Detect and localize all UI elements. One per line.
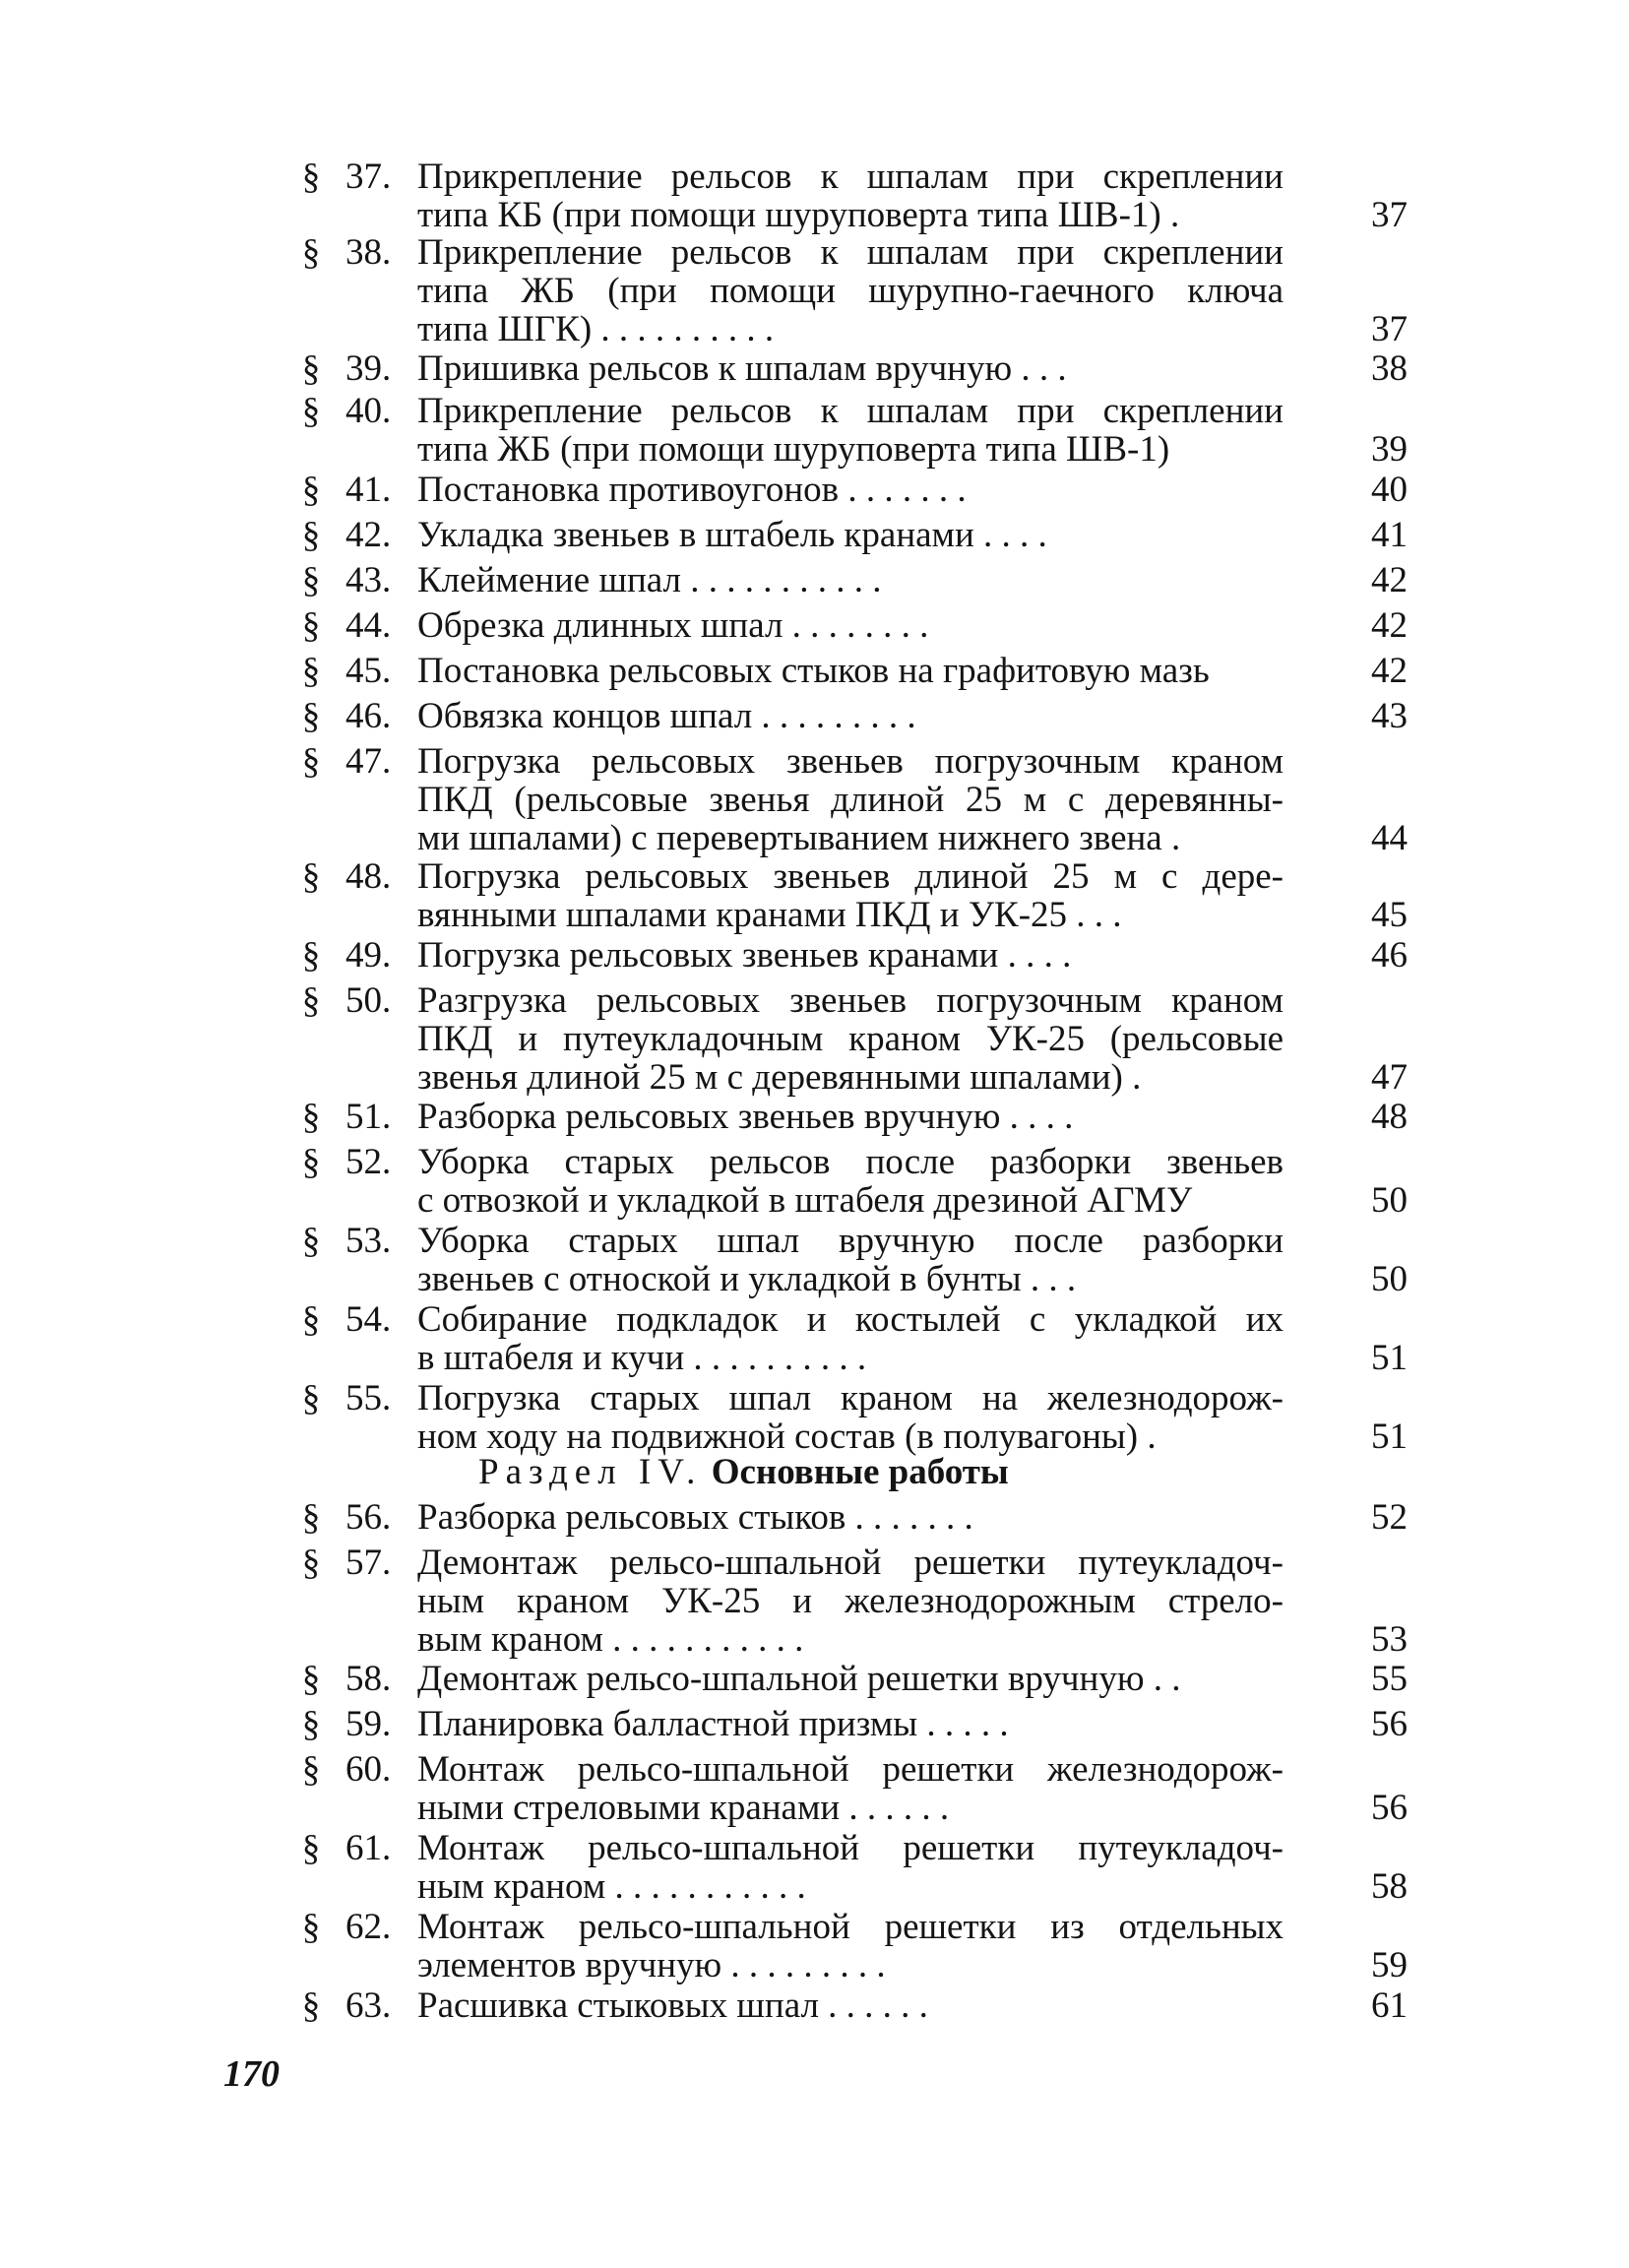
entry-title xyxy=(417,1498,1284,1537)
entry-title xyxy=(417,471,1284,509)
entry-title-line: Погрузка рельсовых звеньев кранами . . . . xyxy=(417,936,1072,975)
entry-page-number: 39 xyxy=(1371,429,1408,470)
entry-page-number: 51 xyxy=(1371,1417,1408,1457)
entry-title-line: ном ходу на подвижной состав (в полувагоны) . xyxy=(417,1418,1157,1456)
entry-title-line: Погрузка рельсовых звеньев погрузочным краном xyxy=(417,742,1284,781)
entry-title-line: Уборка старых шпал вручную после разборки xyxy=(417,1222,1284,1260)
entry-title xyxy=(417,1986,1284,2025)
entry-title-line: элементов вручную . . . . . . . . . xyxy=(417,1946,886,1984)
entry-title xyxy=(417,606,1284,645)
entry-page-number: 61 xyxy=(1371,1985,1408,2026)
entry-page-number: 43 xyxy=(1371,696,1408,736)
entry-title-line: Погрузка рельсовых звеньев длиной 25 м с дере- xyxy=(417,857,1284,896)
entry-title xyxy=(417,1829,1284,1906)
entry-page-number: 37 xyxy=(1371,309,1408,349)
entry-title xyxy=(417,1098,1284,1136)
entry-number: 44. xyxy=(345,605,392,646)
section-sign: § xyxy=(301,1985,321,2026)
section-title: Основные работы xyxy=(711,1452,1009,1492)
entry-number: 43. xyxy=(345,560,392,600)
entry-title-line: типа ШГК) . . . . . . . . . . xyxy=(417,310,775,348)
entry-title-line: Прикрепление рельсов к шпалам при скреплении xyxy=(417,158,1284,196)
entry-page-number: 58 xyxy=(1371,1866,1408,1907)
entry-page-number: 52 xyxy=(1371,1497,1408,1538)
entry-title-line: Демонтаж рельсо-шпальной решетки вручную . . xyxy=(417,1660,1181,1698)
entry-title-line: Пришивка рельсов к шпалам вручную . . . xyxy=(417,349,1067,388)
section-heading xyxy=(478,1451,1009,1493)
entry-title xyxy=(417,158,1284,234)
entry-number: 37. xyxy=(345,157,392,197)
entry-page-number: 55 xyxy=(1371,1659,1408,1699)
entry-number: 53. xyxy=(345,1221,392,1261)
entry-title-line: в штабеля и кучи . . . . . . . . . . xyxy=(417,1339,867,1377)
entry-title-line: звенья длиной 25 м с деревянными шпалами) . xyxy=(417,1058,1142,1097)
section-sign: § xyxy=(301,651,321,691)
entry-title-line: Прикрепление рельсов к шпалам при скреплении xyxy=(417,233,1284,272)
entry-title xyxy=(417,1379,1284,1456)
entry-title xyxy=(417,1660,1284,1698)
entry-page-number: 42 xyxy=(1371,651,1408,691)
entry-number: 46. xyxy=(345,696,392,736)
section-sign: § xyxy=(301,515,321,555)
section-sign: § xyxy=(301,391,321,431)
entry-number: 39. xyxy=(345,348,392,389)
entry-page-number: 42 xyxy=(1371,605,1408,646)
entry-page-number: 48 xyxy=(1371,1097,1408,1137)
section-sign: § xyxy=(301,605,321,646)
section-sign: § xyxy=(301,1497,321,1538)
section-sign: § xyxy=(301,1704,321,1744)
entry-number: 49. xyxy=(345,935,392,976)
section-sign: § xyxy=(301,560,321,600)
entry-title xyxy=(417,233,1284,348)
entry-title-line: Прикрепление рельсов к шпалам при скреплении xyxy=(417,392,1284,430)
section-sign: § xyxy=(301,935,321,976)
entry-title-line: Собирание подкладок и костылей с укладкой их xyxy=(417,1300,1284,1339)
entry-title-line: Постановка противоугонов . . . . . . . xyxy=(417,471,967,509)
entry-title-line: типа ЖБ (при помощи шурупно-гаечного ключа xyxy=(417,272,1284,310)
entry-title xyxy=(417,652,1284,690)
section-sign: § xyxy=(301,980,321,1021)
entry-page-number: 51 xyxy=(1371,1338,1408,1378)
section-sign: § xyxy=(301,696,321,736)
entry-title-line: Обрезка длинных шпал . . . . . . . . xyxy=(417,606,929,645)
section-sign: § xyxy=(301,1378,321,1418)
entry-title xyxy=(417,697,1284,735)
entry-number: 52. xyxy=(345,1142,392,1182)
entry-title-line: Монтаж рельсо-шпальной решетки путеукладоч- xyxy=(417,1829,1284,1867)
section-sign: § xyxy=(301,1749,321,1790)
entry-title xyxy=(417,742,1284,857)
entry-title-line: Погрузка старых шпал краном на железнодорож- xyxy=(417,1379,1284,1418)
entry-title-line: Монтаж рельсо-шпальной решетки из отдельных xyxy=(417,1908,1284,1946)
entry-title-line: Клеймение шпал . . . . . . . . . . . xyxy=(417,561,882,599)
entry-number: 41. xyxy=(345,470,392,510)
section-sign: § xyxy=(301,157,321,197)
entry-title xyxy=(417,561,1284,599)
section-sign: § xyxy=(301,1097,321,1137)
section-sign: § xyxy=(301,1659,321,1699)
entry-title xyxy=(417,936,1284,975)
entry-page-number: 44 xyxy=(1371,818,1408,858)
section-label: Раздел IV. xyxy=(478,1452,703,1492)
entry-title-line: Планировка балластной призмы . . . . . xyxy=(417,1705,1009,1743)
entry-number: 60. xyxy=(345,1749,392,1790)
entry-page-number: 38 xyxy=(1371,348,1408,389)
entry-number: 56. xyxy=(345,1497,392,1538)
entry-number: 45. xyxy=(345,651,392,691)
entry-title-line: ПКД и путеукладочным краном УК-25 (рельсовые xyxy=(417,1020,1284,1058)
entry-title xyxy=(417,857,1284,934)
entry-title xyxy=(417,392,1284,469)
entry-page-number: 50 xyxy=(1371,1180,1408,1221)
entry-number: 57. xyxy=(345,1543,392,1583)
entry-page-number: 47 xyxy=(1371,1057,1408,1098)
entry-title-line: ным краном . . . . . . . . . . . xyxy=(417,1867,806,1906)
section-sign: § xyxy=(301,470,321,510)
section-sign: § xyxy=(301,1907,321,1947)
entry-title xyxy=(417,1705,1284,1743)
entry-title-line: вым краном . . . . . . . . . . . xyxy=(417,1620,804,1659)
section-sign: § xyxy=(301,348,321,389)
section-sign: § xyxy=(301,1828,321,1868)
section-sign: § xyxy=(301,232,321,273)
entry-page-number: 46 xyxy=(1371,935,1408,976)
entry-page-number: 40 xyxy=(1371,470,1408,510)
entry-title-line: Обвязка концов шпал . . . . . . . . . xyxy=(417,697,916,735)
entry-number: 51. xyxy=(345,1097,392,1137)
entry-number: 59. xyxy=(345,1704,392,1744)
entry-page-number: 56 xyxy=(1371,1704,1408,1744)
entry-title-line: вянными шпалами кранами ПКД и УК-25 . . . xyxy=(417,896,1122,934)
entry-page-number: 59 xyxy=(1371,1945,1408,1985)
section-sign: § xyxy=(301,1142,321,1182)
entry-title xyxy=(417,1300,1284,1377)
entry-title-line: типа ЖБ (при помощи шуруповерта типа ШВ-1) xyxy=(417,430,1170,469)
entry-title-line: Расшивка стыковых шпал . . . . . . xyxy=(417,1986,928,2025)
entry-title-line: ми шпалами) с перевертыванием нижнего звена . xyxy=(417,819,1181,857)
entry-page-number: 53 xyxy=(1371,1619,1408,1660)
entry-number: 61. xyxy=(345,1828,392,1868)
entry-title-line: типа КБ (при помощи шуруповерта типа ШВ-1) . xyxy=(417,196,1180,234)
entry-title xyxy=(417,349,1284,388)
entry-title-line: звеньев с отноской и укладкой в бунты . . . xyxy=(417,1260,1077,1298)
entry-number: 62. xyxy=(345,1907,392,1947)
entry-title-line: Укладка звеньев в штабель кранами . . . . xyxy=(417,516,1047,554)
entry-title xyxy=(417,1143,1284,1220)
section-sign: § xyxy=(301,1543,321,1583)
entry-page-number: 42 xyxy=(1371,560,1408,600)
entry-number: 42. xyxy=(345,515,392,555)
entry-title-line: с отвозкой и укладкой в штабеля дрезиной АГМУ xyxy=(417,1181,1193,1220)
entry-page-number: 41 xyxy=(1371,515,1408,555)
entry-title xyxy=(417,1750,1284,1827)
entry-number: 47. xyxy=(345,741,392,782)
entry-title-line: Постановка рельсовых стыков на графитовую мазь xyxy=(417,652,1210,690)
entry-number: 48. xyxy=(345,856,392,897)
entry-title-line: Разборка рельсовых звеньев вручную . . . . xyxy=(417,1098,1074,1136)
entry-title xyxy=(417,1544,1284,1659)
entry-title-line: ПКД (рельсовые звенья длиной 25 м с деревянны- xyxy=(417,781,1284,819)
entry-title-line: ным краном УК-25 и железнодорожным стрело- xyxy=(417,1582,1284,1620)
entry-number: 63. xyxy=(345,1985,392,2026)
entry-number: 58. xyxy=(345,1659,392,1699)
entry-title xyxy=(417,1908,1284,1984)
entry-page-number: 50 xyxy=(1371,1259,1408,1299)
entry-title-line: Монтаж рельсо-шпальной решетки железнодорож- xyxy=(417,1750,1284,1789)
entry-title-line: Уборка старых рельсов после разборки звеньев xyxy=(417,1143,1284,1181)
entry-title xyxy=(417,1222,1284,1298)
section-sign: § xyxy=(301,1221,321,1261)
page-number: 170 xyxy=(223,2053,280,2095)
section-sign: § xyxy=(301,741,321,782)
entry-title xyxy=(417,981,1284,1097)
entry-number: 50. xyxy=(345,980,392,1021)
entry-number: 40. xyxy=(345,391,392,431)
section-sign: § xyxy=(301,1299,321,1340)
entry-title-line: Демонтаж рельсо-шпальной решетки путеукладоч- xyxy=(417,1544,1284,1582)
section-sign: § xyxy=(301,856,321,897)
entry-title-line: ными стреловыми кранами . . . . . . xyxy=(417,1789,950,1827)
entry-page-number: 56 xyxy=(1371,1788,1408,1828)
entry-number: 54. xyxy=(345,1299,392,1340)
entry-number: 55. xyxy=(345,1378,392,1418)
entry-page-number: 45 xyxy=(1371,895,1408,935)
entry-number: 38. xyxy=(345,232,392,273)
entry-title-line: Разгрузка рельсовых звеньев погрузочным краном xyxy=(417,981,1284,1020)
entry-page-number: 37 xyxy=(1371,195,1408,235)
entry-title-line: Разборка рельсовых стыков . . . . . . . xyxy=(417,1498,973,1537)
entry-title xyxy=(417,516,1284,554)
